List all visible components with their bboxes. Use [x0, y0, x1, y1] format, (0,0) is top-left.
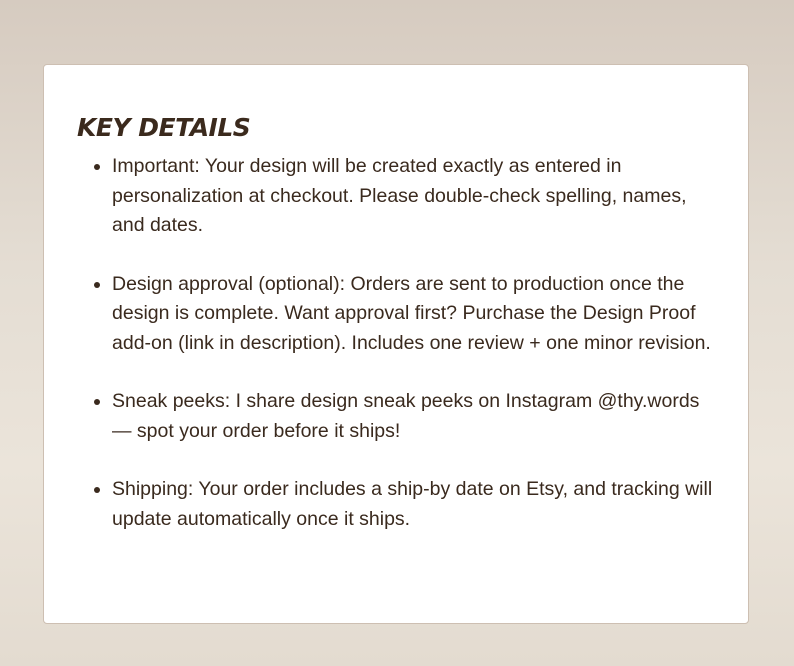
bullet-icon [94, 399, 100, 405]
list-item-design-approval [94, 270, 714, 359]
bullet-icon [94, 487, 100, 493]
card-title: KEY DETAILS [77, 113, 251, 142]
list-item-shipping [94, 475, 714, 534]
bullet-icon [94, 282, 100, 288]
list-item-sneak-peeks [94, 387, 714, 446]
details-list [94, 152, 714, 563]
list-item-text: Design approval (optional): Orders are sent to production once the design is complete. Want approval first? Purchase the Design Proof add-on (link in description). Includes one review + one minor revision. [112, 272, 711, 354]
list-item-important [94, 152, 714, 241]
list-item-text: Shipping: Your order includes a ship-by date on Etsy, and tracking will update automatically once it ships. [112, 478, 713, 530]
key-details-card [43, 64, 749, 624]
bullet-icon [94, 164, 100, 170]
list-item-text: Sneak peeks: I share design sneak peeks on Instagram @thy.words — spot your order before it ships! [112, 390, 700, 442]
list-item-text: Important: Your design will be created exactly as entered in personalization at checkout. Please double-check spelling, names, and dates. [112, 155, 687, 236]
